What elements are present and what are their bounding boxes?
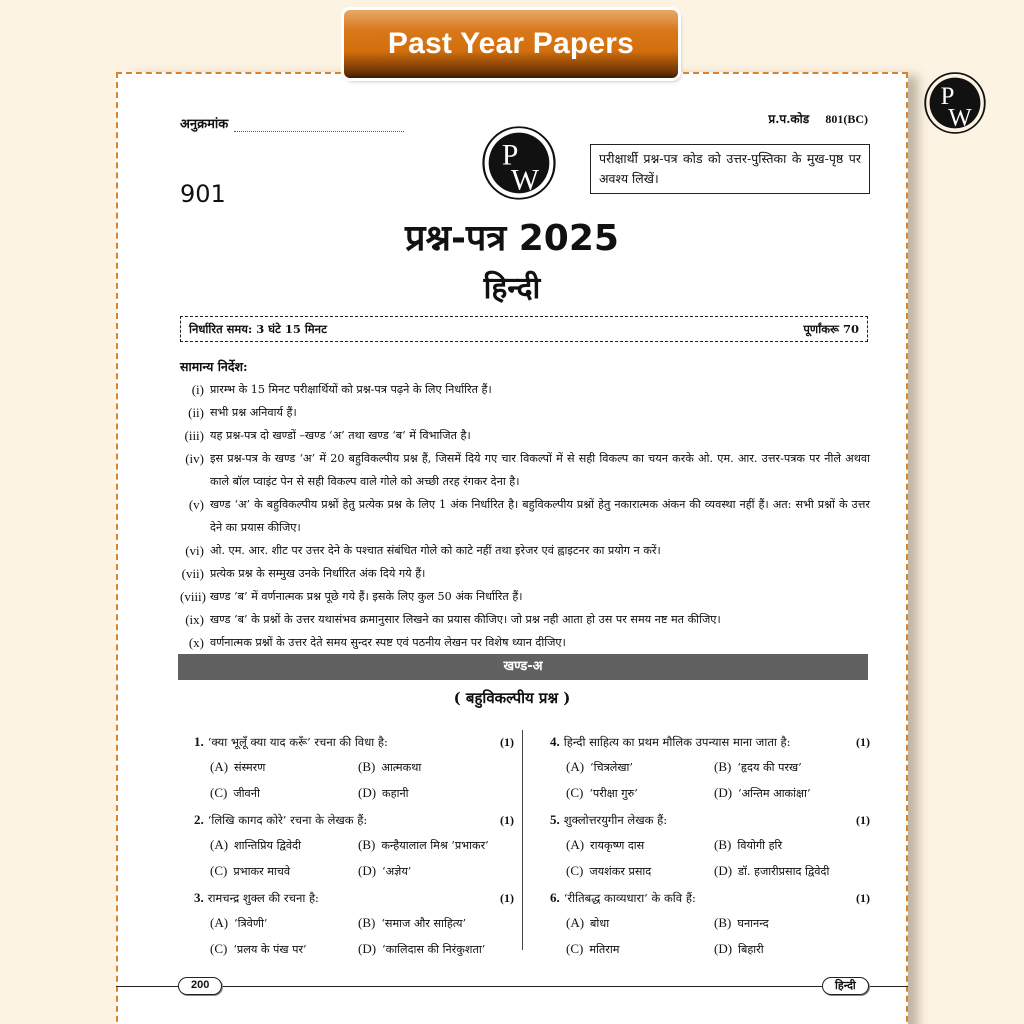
- footer-rule: [116, 986, 908, 987]
- question-marks: (1): [500, 813, 514, 827]
- paper-title: प्रश्न-पत्र 2025: [405, 218, 619, 259]
- option-b: (B) कन्हैयालाल मिश्र ‘प्रभाकर’: [358, 837, 489, 852]
- paper-code-value: 801(BC): [825, 112, 868, 126]
- instruction-item: (vii) प्रत्येक प्रश्न के सम्मुख उनके निर्धारित अंक दिये गये हैं।: [181, 566, 426, 581]
- question-marks: (1): [856, 891, 870, 905]
- option-d: (D) डॉ. हजारीप्रसाद द्विवेदी: [714, 863, 830, 878]
- question-1: 1. ‘क्या भूलूँ क्या याद करूँ’ रचना की विधा है: (1) (A) संस्मरण (B) आत्मकथा (C) जीवनी (D) कहानी: [194, 730, 514, 806]
- time-marks-bar: [180, 316, 868, 342]
- question-marks: (1): [856, 813, 870, 827]
- question-paper-page: [116, 72, 908, 1024]
- section-a-header: खण्ड-अ: [178, 654, 868, 680]
- option-c: (C) मतिराम: [566, 941, 620, 956]
- instruction-item: (i) प्रारम्भ के 15 मिनट परीक्षार्थियों को प्रश्न-पत्र पढ़ने के लिए निर्धारित हैं।: [191, 382, 492, 397]
- option-d: (D) बिहारी: [714, 941, 764, 956]
- instruction-item: (iv) इस प्रश्न-पत्र के खण्ड ‘अ’ में 20 बहुविकल्पीय प्रश्न हैं, जिसमें दिये गए चार विकल्पों में से सही विकल्प का चयन करके ओ. एम. आर. उत्तर-पत्रक पर नीले अथवा काले बॉल प्वाइंट पेन से सही विकल्प वाले गोले को अच्छी तरह रंगकर देना है।: [185, 451, 870, 488]
- roll-number-label: अनुक्रमांक: [180, 117, 229, 132]
- svg-text:W: W: [510, 164, 539, 197]
- option-b: (B) आत्मकथा: [358, 759, 422, 774]
- questions-right-column: [550, 730, 870, 964]
- option-d: (D) कहानी: [358, 785, 409, 800]
- option-a: (A) बोधा: [566, 915, 610, 930]
- roll-number-field: [180, 114, 404, 132]
- page-number-badge: 200: [178, 977, 222, 995]
- option-d: (D) ‘कालिदास की निरंकुशता’: [358, 941, 486, 956]
- option-a: (A) संस्मरण: [210, 759, 266, 774]
- option-a: (A) ‘त्रिवेणी’: [210, 915, 268, 930]
- instruction-item: (ix) खण्ड ‘ब’ के प्रश्नों के उत्तर यथासंभव क्रमानुसार लिखने का प्रयास कीजिए। जो प्रश्न नही आता हो उस पर समय नष्ट मत कीजिए।: [185, 612, 721, 627]
- svg-text:P: P: [501, 139, 519, 172]
- option-c: (C) जीवनी: [210, 785, 260, 800]
- option-b: (B) ‘समाज और साहित्य’: [358, 915, 467, 930]
- paper-code-label: प्र.प.कोड: [768, 112, 810, 126]
- question-text: शुक्लोत्तरयुगीन लेखक हैं:: [563, 813, 668, 827]
- roll-number-blank: [234, 120, 404, 132]
- question-6: 6. ‘रीतिबद्ध काव्यधारा’ के कवि हैं: (1) (A) बोधा (B) घनानन्द (C) मतिराम (D) बिहारी: [550, 886, 870, 962]
- option-c: (C) ‘परीक्षा गुरु’: [566, 785, 638, 800]
- instructions-list: [180, 378, 870, 654]
- pw-logo-icon: [924, 72, 986, 134]
- option-c: (C) ‘प्रलय के पंख पर’: [210, 941, 307, 956]
- subject-badge: हिन्दी: [822, 977, 869, 995]
- instructions-heading: सामान्य निर्देश:: [180, 359, 248, 374]
- code-notice-box: परीक्षार्थी प्रश्न-पत्र कोड को उत्तर-पुस्तिका के मुख-पृष्ठ पर अवश्य लिखें।: [590, 144, 870, 194]
- subject-title: हिन्दी: [483, 271, 541, 306]
- section-subtitle: ( बहुविकल्पीय प्रश्न ): [453, 689, 571, 707]
- instruction-item: (ii) सभी प्रश्न अनिवार्य हैं।: [188, 405, 297, 420]
- question-2: 2. ‘लिखि कागद कोरे’ रचना के लेखक हैं: (1) (A) शान्तिप्रिय द्विवेदी (B) कन्हैयालाल मिश्र ‘प्रभाकर’ (C) प्रभाकर माचवे (D) ‘अज्ञेय’: [194, 808, 514, 884]
- option-a: (A) शान्तिप्रिय द्विवेदी: [210, 837, 301, 852]
- option-c: (C) जयशंकर प्रसाद: [566, 863, 652, 878]
- question-3: 3. रामचन्द्र शुक्ल की रचना है: (1) (A) ‘त्रिवेणी’ (B) ‘समाज और साहित्य’ (C) ‘प्रलय के पंख पर’ (D) ‘कालिदास की निरंकुशता’: [194, 886, 514, 962]
- paper-code: [768, 110, 868, 127]
- question-marks: (1): [500, 735, 514, 749]
- questions-left-column: [194, 730, 514, 964]
- question-marks: (1): [500, 891, 514, 905]
- column-divider: [522, 730, 523, 950]
- option-b: (B) ‘हृदय की परख’: [714, 759, 802, 774]
- past-year-papers-banner: [344, 10, 678, 78]
- instruction-item: (vi) ओ. एम. आर. शीट पर उत्तर देने के पश्चात संबंधित गोले को काटे नहीं तथा इरेजर एवं ह्वाइटनर का प्रयोग न करें।: [185, 543, 661, 558]
- pw-logo-icon: [482, 126, 556, 200]
- banner-label: Past Year Papers: [387, 27, 635, 60]
- option-d: (D) ‘अन्तिम आकांक्षा’: [714, 785, 811, 800]
- question-text: ‘क्या भूलूँ क्या याद करूँ’ रचना की विधा है:: [207, 735, 388, 749]
- instruction-item: (viii) खण्ड ‘ब’ में वर्णनात्मक प्रश्न पूछे गये हैं। इसके लिए कुल 50 अंक निर्धारित हैं।: [180, 589, 523, 604]
- max-marks: पूर्णांकरू 70: [803, 321, 859, 336]
- question-4: 4. हिन्दी साहित्य का प्रथम मौलिक उपन्यास माना जाता है: (1) (A) ‘चित्रलेखा’ (B) ‘हृदय की परख’ (C) ‘परीक्षा गुरु’ (D) ‘अन्तिम आकांक्षा’: [550, 730, 870, 806]
- option-b: (B) घनानन्द: [714, 915, 769, 930]
- time-allowed: निर्धारित समय: 3 घंटे 15 मिनट: [189, 321, 327, 336]
- option-b: (B) वियोगी हरि: [714, 837, 783, 852]
- option-a: (A) ‘चित्रलेखा’: [566, 759, 633, 774]
- option-c: (C) प्रभाकर माचवे: [210, 863, 291, 878]
- question-text: ‘लिखि कागद कोरे’ रचना के लेखक हैं:: [207, 813, 368, 827]
- question-text: ‘रीतिबद्ध काव्यधारा’ के कवि हैं:: [563, 891, 696, 905]
- instruction-item: (iii) यह प्रश्न-पत्र दो खण्डों –खण्ड ‘अ’ तथा खण्ड ‘ब’ में विभाजित है।: [184, 428, 471, 443]
- question-marks: (1): [856, 735, 870, 749]
- svg-text:P: P: [940, 83, 955, 111]
- instruction-item: (v) खण्ड ‘अ’ के बहुविकल्पीय प्रश्नों हेतु प्रत्येक प्रश्न के लिए 1 अंक निर्धारित है। बहुविकल्पीय प्रश्नों हेतु नकारात्मक अंकन की व्यवस्था नहीं हैं। अत: सभी प्रश्नों के उत्तर देने का प्रयास कीजिए।: [188, 497, 870, 534]
- svg-text:W: W: [948, 104, 972, 132]
- question-5: 5. शुक्लोत्तरयुगीन लेखक हैं: (1) (A) रायकृष्ण दास (B) वियोगी हरि (C) जयशंकर प्रसाद (D) डॉ. हजारीप्रसाद द्विवेदी: [550, 808, 870, 884]
- question-text: हिन्दी साहित्य का प्रथम मौलिक उपन्यास माना जाता है:: [563, 735, 791, 749]
- option-a: (A) रायकृष्ण दास: [566, 837, 645, 852]
- question-text: रामचन्द्र शुक्ल की रचना है:: [207, 891, 319, 905]
- option-d: (D) ‘अज्ञेय’: [358, 863, 412, 878]
- instruction-item: (x) वर्णनात्मक प्रश्नों के उत्तर देते समय सुन्दर स्पष्ट एवं पठनीय लेखन पर विशेष ध्यान दीजिए।: [188, 635, 566, 650]
- paper-number: 901: [180, 180, 226, 208]
